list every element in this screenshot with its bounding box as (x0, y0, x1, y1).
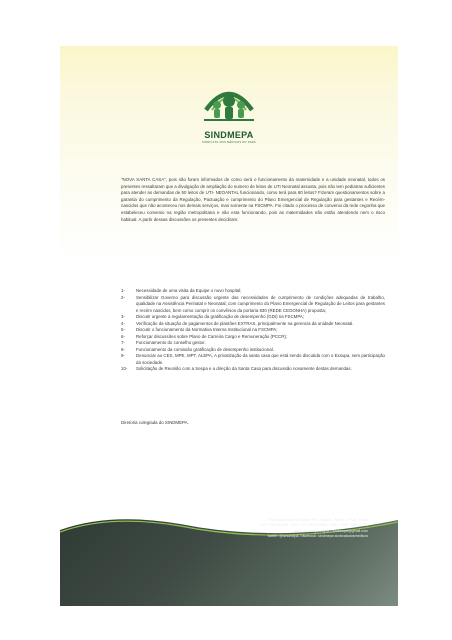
signature-line: Diretoria colegiada do SINDMEPA. (121, 420, 189, 425)
brand-name: SINDMEPA (204, 130, 254, 140)
brand-subtitle: SINDICATO DOS MÉDICOS DO PARÁ (202, 141, 256, 144)
footer-band (60, 510, 398, 606)
list-item: 2- Sensibilizar Governo para discussão urgente das necessidades de cumprimento de condições adequadas de trabalho, qualidade na Assistência Perinatal e Neonatal; com cumprimento do Plano Emergencial de Regulação de Leitos para gestantes e recém nascidos, bem como cumprir os convênios da portaria 930 (REDE CEGONHA) proposta; (121, 294, 385, 313)
footer-phone: CEP.: 66.055-090 / Fone: (91) 3224-3090 / 7108 / 3083 / 9989-3466 (259, 523, 368, 528)
list-item: 9- Denunciar ao CES, MPE, MPT, ALEPA, A privatização da santa casa que está sendo discutida com o Exsupa, sem participação da sociedade. (121, 353, 385, 365)
sindmepa-logo-icon (200, 80, 258, 128)
list-item: 10- Solicitação de Reunião com a Sespa e a direção da Santa Casa para discussão novamente destas demandas. (121, 366, 352, 371)
footer-address: Rua Boaventura da Silva, 998 / Nazaré - Belém - Pará - Brasil (269, 518, 368, 522)
list-item: 6- Reforçar discussões sobre Plano de Carreira Cargo e Remuneração (PCCR); (121, 333, 288, 339)
document-page (60, 46, 398, 606)
list-item: 5- Discutir o funcionamento da Normativa Interna Institucional na FSCMPA; (121, 327, 278, 332)
list-item: 4- Verificação da situação de pagamentos de plantões EXTRAS, principalmente na gerencia da unidade Neonatal. (121, 320, 354, 326)
footer-web: www.sindmepa.org.br / sindmepa@gmail.com (294, 528, 368, 533)
list-item: 1- Necessidade de uma visita da Equipe o novo hospital; (121, 288, 242, 293)
list-item: 3- Discutir urgente a regulamentação da gratificação de desempenho (GDI) na FSCMPA; (121, 314, 305, 319)
footer-social: twitter: @sindmepa / facebook: sindmepa sindicatodosmedicos (267, 534, 368, 539)
decisions-list (121, 288, 385, 373)
footer-contact (168, 518, 368, 540)
intro-paragraph: "NOVA SANTA CASA", pois não foram informados de como será o funcionamento da maternidade e a unidade neonatal, todos os presentes ressaltaram que a divulgação de ampliação do numero de leitos de UTI Neonatal assusta, pois não tem pediatras suficientes para atender as demandas de 50 leitos de UTI- NEOANTAL funcionando, como terá para 60 leitos? Fizeram questionamentos sobre a garantia do cumprimento da Regulação, Pactuação e cumprimento do Plano Emergencial de Regulação para gestantes e Recém-nascidos que não aconteceu nos demais serviços, mas somente na FSCMPA. Foi citado o processo de convenio da rede cegonha que estabeleceu convenio na região metropolitana e não esta funcionando, pois as maternidades não estão atendendo nem o risco habitual. A partir dessas discussões os presentes decidiram: (121, 177, 385, 222)
list-item: 7- Funcionamento do conselho gestor. (121, 340, 206, 345)
list-item: 8- Funcionamento da comissão gratificação de desempenho institucional. (121, 346, 274, 352)
